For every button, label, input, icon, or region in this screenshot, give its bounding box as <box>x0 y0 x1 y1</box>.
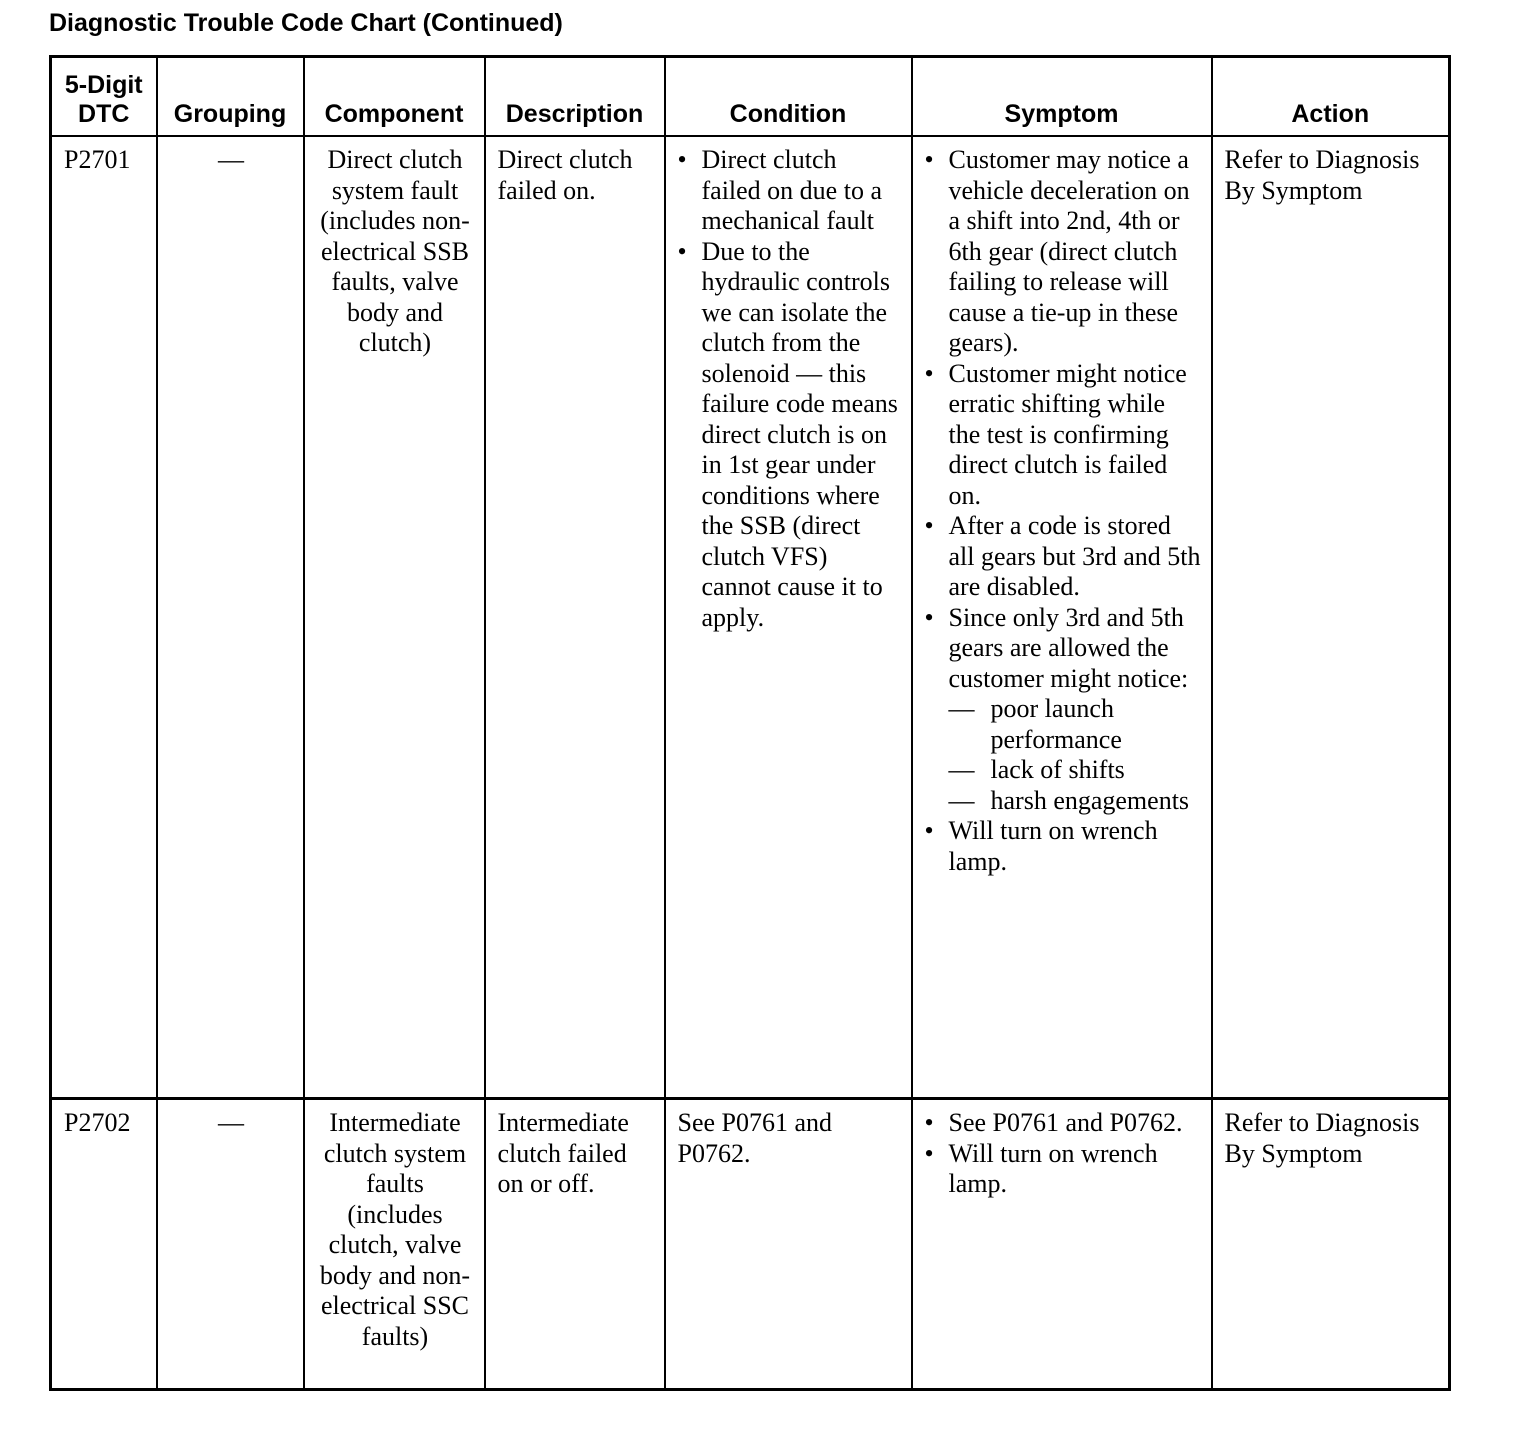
header-condition: Condition <box>665 57 912 137</box>
table-row <box>51 1099 1450 1390</box>
component-cell: Direct clutch system fault (includes non-electrical SSB faults, valve body and clutch) <box>304 136 485 1099</box>
bullet-icon: • <box>924 511 934 540</box>
symptom-subitem: — poor launch performance <box>948 694 1122 754</box>
symptom-item: • Will turn on wrench lamp. <box>924 816 1158 876</box>
bullet-icon: • <box>924 1108 934 1137</box>
dash-icon: — <box>948 755 975 784</box>
symptom-item: • See P0761 and P0762. <box>924 1108 1183 1137</box>
bullet-icon: • <box>924 358 934 388</box>
dtc-code-cell: P2702 <box>51 1099 157 1390</box>
dtc-chart-table <box>49 55 1451 1391</box>
bullet-icon: • <box>924 1138 934 1168</box>
header-symptom: Symptom <box>912 57 1212 137</box>
component-cell: Intermediate clutch system faults (includes clutch, valve body and non-electrical SSC faults) <box>304 1099 485 1390</box>
description-cell: Direct clutch failed on. <box>485 136 665 1099</box>
dash-icon: — <box>948 785 975 815</box>
dtc-code-cell: P2701 <box>51 136 157 1099</box>
header-action: Action <box>1212 57 1450 137</box>
action-cell: Refer to Diagnosis By Symptom <box>1212 1099 1450 1390</box>
bullet-icon: • <box>677 145 687 174</box>
symptom-item: • Since only 3rd and 5th gears are allowed the customer might notice: — poor launch performance — lack of shifts — harsh engagements <box>925 603 1201 817</box>
page-title: Diagnostic Trouble Code Chart (Continued) <box>49 9 563 37</box>
dash-icon: — <box>948 694 975 723</box>
header-grouping: Grouping <box>157 57 304 137</box>
bullet-icon: • <box>924 602 934 632</box>
symptom-subitem: — lack of shifts <box>948 755 1125 784</box>
table-header-row <box>51 57 1450 137</box>
symptom-cell <box>912 1099 1212 1390</box>
symptom-cell <box>912 136 1212 1099</box>
header-dtc: 5-Digit DTC <box>51 57 157 137</box>
bullet-icon: • <box>924 816 934 845</box>
symptom-subitem: — harsh engagements <box>948 785 1190 815</box>
grouping-cell: — <box>157 1099 304 1390</box>
action-cell: Refer to Diagnosis By Symptom <box>1212 136 1450 1099</box>
symptom-item: • After a code is stored all gears but 3rd and 5th are disabled. <box>924 511 1201 601</box>
bullet-icon: • <box>677 236 687 266</box>
table-row <box>51 136 1450 1099</box>
header-component: Component <box>304 57 485 137</box>
symptom-item: • Customer may notice a vehicle deceleration on a shift into 2nd, 4th or 6th gear (direct clutch failing to release will cause a tie-up in these gears). <box>924 145 1190 357</box>
header-description: Description <box>485 57 665 137</box>
grouping-cell: — <box>157 136 304 1099</box>
symptom-item: • Customer might notice erratic shifting while the test is confirming direct clutch is failed on. <box>924 358 1187 510</box>
description-cell: Intermediate clutch failed on or off. <box>485 1099 665 1390</box>
condition-item: • Direct clutch failed on due to a mechanical fault <box>677 145 882 235</box>
symptom-item: • Will turn on wrench lamp. <box>924 1138 1158 1198</box>
bullet-icon: • <box>924 145 934 174</box>
condition-item: • Due to the hydraulic controls we can isolate the clutch from the solenoid — this failure code means direct clutch is on in 1st gear under conditions where the SSB (direct clutch VFS) cannot cause it to apply. <box>677 236 898 632</box>
condition-cell <box>665 136 912 1099</box>
condition-cell: See P0761 and P0762. <box>665 1099 912 1390</box>
